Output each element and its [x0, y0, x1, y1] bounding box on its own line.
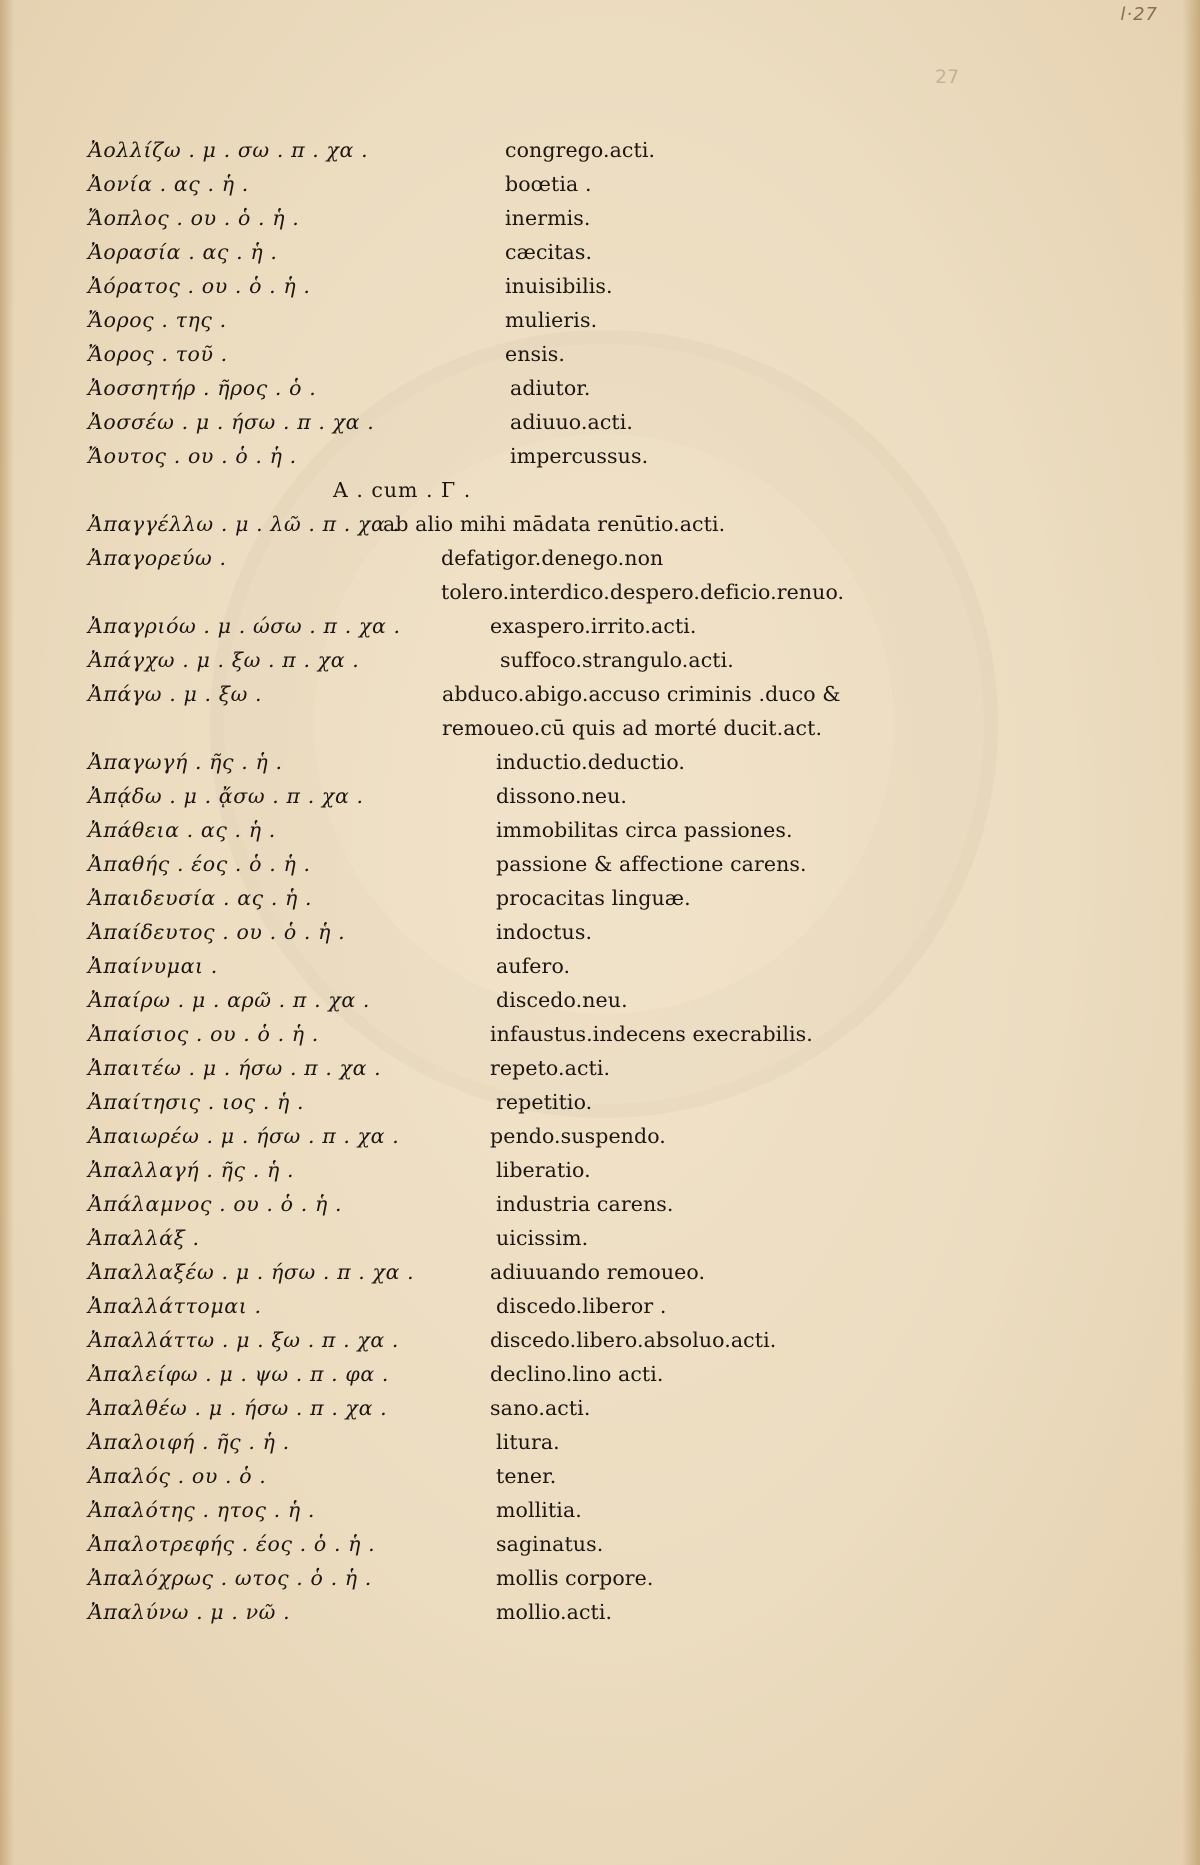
dictionary-entry: [88, 371, 1118, 405]
dictionary-entry: [88, 235, 1118, 269]
dictionary-entry: [88, 1527, 1118, 1561]
dictionary-entry: [88, 609, 1118, 643]
greek-headword: Ἀπαλλαγή . ῆς . ἡ .: [88, 1158, 295, 1182]
greek-headword: Ἀπαθής . έος . ὁ . ἡ .: [88, 852, 311, 876]
dictionary-entry: [88, 1595, 1118, 1629]
latin-gloss: dissono.neu.: [496, 784, 628, 808]
entry-group-before: [88, 133, 1118, 473]
dictionary-entry: [88, 1085, 1118, 1119]
latin-gloss: pendo.suspendo.: [490, 1124, 666, 1148]
pencil-page-number: 27: [935, 66, 960, 88]
greek-headword: Ἀπαλοτρεφής . έος . ὁ . ἡ .: [88, 1532, 376, 1556]
latin-gloss: procacitas linguæ.: [496, 886, 691, 910]
dictionary-entry: [88, 541, 1118, 609]
latin-gloss: uicissim.: [496, 1226, 589, 1250]
latin-gloss: aufero.: [496, 954, 571, 978]
latin-gloss: infaustus.indecens execrabilis.: [490, 1022, 813, 1046]
greek-headword: Ἄουτος . ου . ὁ . ἡ .: [88, 444, 297, 468]
greek-headword: Ἀπαλότης . ητος . ἡ .: [88, 1498, 316, 1522]
latin-gloss: boœtia .: [505, 172, 592, 196]
section-heading-row: [88, 473, 1118, 507]
dictionary-entry: [88, 1493, 1118, 1527]
latin-gloss: discedo.neu.: [496, 988, 628, 1012]
greek-headword: Ἀονία . ας . ἡ .: [88, 172, 249, 196]
latin-gloss: tener.: [496, 1464, 557, 1488]
greek-headword: Ἄορος . της .: [88, 308, 227, 332]
dictionary-entry: [88, 745, 1118, 779]
greek-headword: Ἀοσσητήρ . ῆρος . ὁ .: [88, 376, 317, 400]
greek-headword: Ἀπαλλάξ .: [88, 1226, 200, 1250]
dictionary-entry: [88, 1289, 1118, 1323]
greek-headword: Ἀπαλόχρως . ωτος . ὁ . ἡ .: [88, 1566, 372, 1590]
greek-headword: Ἀπᾴδω . μ . ᾄσω . π . χα .: [88, 784, 364, 808]
latin-gloss: liberatio.: [496, 1158, 591, 1182]
latin-gloss: adiuuo.acti.: [510, 410, 634, 434]
dictionary-entry: [88, 1561, 1118, 1595]
dictionary-entry: [88, 881, 1118, 915]
dictionary-entry: [88, 1221, 1118, 1255]
greek-headword: Ἀπαίτησις . ιος . ἡ .: [88, 1090, 305, 1114]
dictionary-entries: [88, 133, 1118, 1629]
greek-headword: Ἀπαίδευτος . ου . ὁ . ἡ .: [88, 920, 346, 944]
dictionary-entry: [88, 1255, 1118, 1289]
dictionary-entry: [88, 439, 1118, 473]
greek-headword: Ἀπάγχω . μ . ξω . π . χα .: [88, 648, 360, 672]
latin-gloss: ensis.: [505, 342, 566, 366]
greek-headword: Ἀπαλλαξέω . μ . ήσω . π . χα .: [88, 1260, 415, 1284]
dictionary-entry: [88, 847, 1118, 881]
latin-gloss: defatigor.denego.non tolero.interdico.despero.deficio.renuo.: [441, 546, 845, 604]
greek-headword: Ἀπαλοιφή . ῆς . ἡ .: [88, 1430, 290, 1454]
latin-gloss: passione & affectione carens.: [496, 852, 807, 876]
dictionary-entry: [88, 167, 1118, 201]
latin-gloss: impercussus.: [510, 444, 649, 468]
dictionary-entry: [88, 983, 1118, 1017]
greek-headword: Ἀπάγω . μ . ξω .: [88, 682, 263, 706]
latin-gloss: exaspero.irrito.acti.: [490, 614, 697, 638]
latin-gloss: inuisibilis.: [505, 274, 613, 298]
latin-gloss: mulieris.: [505, 308, 598, 332]
dictionary-entry: [88, 201, 1118, 235]
dictionary-entry: [88, 337, 1118, 371]
page-edge-shadow-left: [0, 0, 14, 1865]
latin-gloss: repeto.acti.: [490, 1056, 611, 1080]
latin-gloss: litura.: [496, 1430, 560, 1454]
greek-headword: Ἀπαλλάττομαι .: [88, 1294, 262, 1318]
dictionary-entry: [88, 1323, 1118, 1357]
dictionary-entry: [88, 949, 1118, 983]
greek-headword: Ἀπαιδευσία . ας . ἡ .: [88, 886, 313, 910]
latin-gloss: repetitio.: [496, 1090, 593, 1114]
greek-headword: Ἀπαγριόω . μ . ώσω . π . χα .: [88, 614, 401, 638]
greek-headword: Ἀολλίζω . μ . σω . π . χα .: [88, 138, 369, 162]
latin-gloss: indoctus.: [496, 920, 593, 944]
latin-gloss: mollitia.: [496, 1498, 582, 1522]
greek-headword: Ἀπαίνυμαι .: [88, 954, 218, 978]
greek-headword: Ἄορος . τοῦ .: [88, 342, 228, 366]
dictionary-entry: [88, 1119, 1118, 1153]
greek-headword: Ἀπαιωρέω . μ . ήσω . π . χα .: [88, 1124, 400, 1148]
latin-gloss: adiutor.: [510, 376, 591, 400]
latin-gloss: declino.lino acti.: [490, 1362, 664, 1386]
folio-mark: l·27: [1120, 4, 1158, 25]
latin-gloss: sano.acti.: [490, 1396, 591, 1420]
greek-headword: Ἀπαλλάττω . μ . ξω . π . χα .: [88, 1328, 400, 1352]
dictionary-entry: [88, 1357, 1118, 1391]
greek-headword: Ἀπάλαμνος . ου . ὁ . ἡ .: [88, 1192, 343, 1216]
greek-headword: Ἀπαίρω . μ . αρῶ . π . χα .: [88, 988, 371, 1012]
latin-gloss: suffoco.strangulo.acti.: [500, 648, 734, 672]
entry-group-after: [88, 507, 1118, 1629]
greek-headword: Ἀπαγορεύω .: [88, 546, 227, 570]
dictionary-entry: [88, 1391, 1118, 1425]
dictionary-entry: [88, 269, 1118, 303]
latin-gloss: discedo.liberor .: [496, 1294, 667, 1318]
greek-headword: Ἀοσσέω . μ . ήσω . π . χα .: [88, 410, 375, 434]
greek-headword: Ἀορασία . ας . ἡ .: [88, 240, 278, 264]
latin-gloss: industria carens.: [496, 1192, 674, 1216]
dictionary-entry: [88, 677, 1118, 745]
latin-gloss: saginatus.: [496, 1532, 604, 1556]
latin-gloss: immobilitas circa passiones.: [496, 818, 793, 842]
dictionary-entry: [88, 303, 1118, 337]
latin-gloss: congrego.acti.: [505, 138, 656, 162]
latin-gloss: cæcitas.: [505, 240, 593, 264]
greek-headword: Ἀπαίσιος . ου . ὁ . ἡ .: [88, 1022, 319, 1046]
greek-headword: Ἀόρατος . ου . ὁ . ἡ .: [88, 274, 311, 298]
dictionary-entry: [88, 1153, 1118, 1187]
dictionary-entry: [88, 779, 1118, 813]
greek-headword: Ἀπαλείφω . μ . ψω . π . φα .: [88, 1362, 390, 1386]
latin-gloss: discedo.libero.absoluo.acti.: [490, 1328, 777, 1352]
dictionary-entry: [88, 1425, 1118, 1459]
dictionary-entry: [88, 405, 1118, 439]
greek-headword: Ἀπαλθέω . μ . ήσω . π . χα .: [88, 1396, 388, 1420]
dictionary-entry: [88, 133, 1118, 167]
dictionary-entry: [88, 643, 1118, 677]
dictionary-entry: [88, 1459, 1118, 1493]
greek-headword: Ἀπαλύνω . μ . νῶ .: [88, 1600, 291, 1624]
greek-headword: Ἀπαγγέλλω . μ . λῶ . π . χα .: [88, 512, 400, 536]
dictionary-entry: [88, 813, 1118, 847]
dictionary-entry: [88, 1017, 1118, 1051]
dictionary-entry: [88, 1187, 1118, 1221]
section-heading: A . cum . Γ .: [333, 478, 472, 502]
dictionary-entry: [88, 915, 1118, 949]
latin-gloss: inductio.deductio.: [496, 750, 686, 774]
greek-headword: Ἀπαλός . ου . ὁ .: [88, 1464, 267, 1488]
greek-headword: Ἀπαγωγή . ῆς . ἡ .: [88, 750, 283, 774]
greek-headword: Ἀπαιτέω . μ . ήσω . π . χα .: [88, 1056, 382, 1080]
latin-gloss: abduco.abigo.accuso criminis .duco & remoueo.cū quis ad morté ducit.act.: [442, 682, 841, 740]
latin-gloss: mollio.acti.: [496, 1600, 613, 1624]
latin-gloss: inermis.: [505, 206, 591, 230]
dictionary-entry: [88, 507, 1118, 541]
greek-headword: Ἄοπλος . ου . ὁ . ἡ .: [88, 206, 300, 230]
greek-headword: Ἀπάθεια . ας . ἡ .: [88, 818, 276, 842]
latin-gloss: adiuuando remoueo.: [490, 1260, 706, 1284]
page-edge-shadow-right: [1182, 0, 1200, 1865]
latin-gloss: ab alio mihi mādata renūtio.acti.: [383, 512, 726, 536]
latin-gloss: mollis corpore.: [496, 1566, 654, 1590]
dictionary-entry: [88, 1051, 1118, 1085]
